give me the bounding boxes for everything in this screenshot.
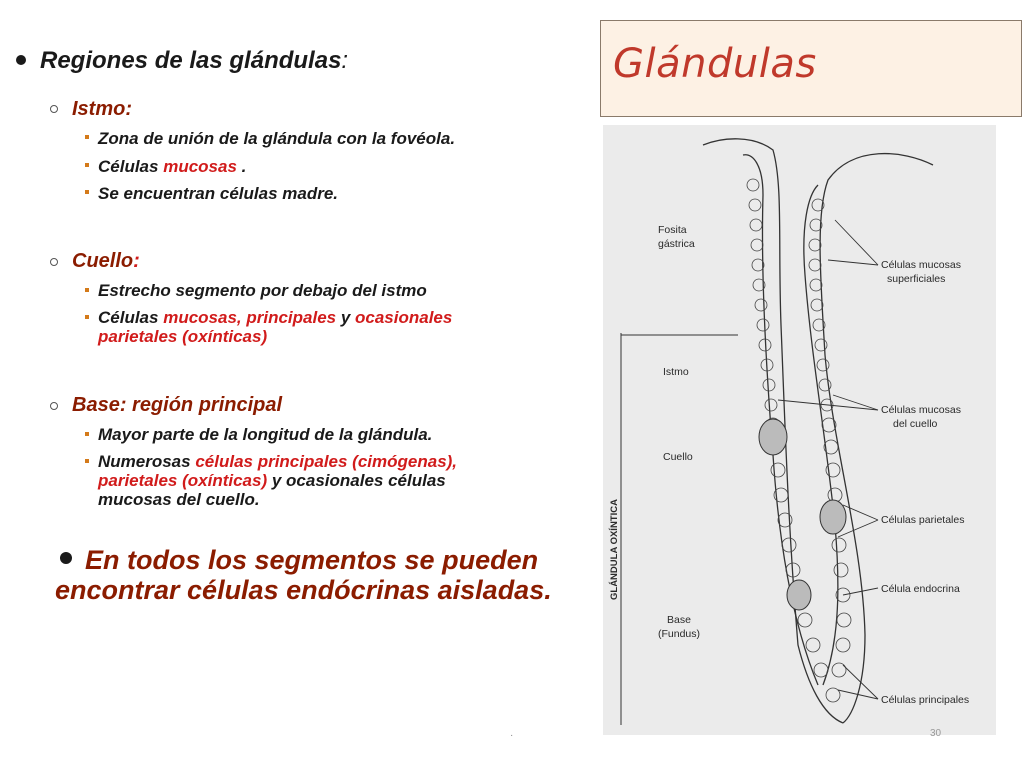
text-part-red: ocasionales: [355, 308, 453, 327]
text-part: mucosas del cuello.: [98, 490, 260, 509]
base-item-1: Mayor parte de la longitud de la glándula.: [98, 425, 433, 444]
summary-line-1: En todos los segmentos se pueden: [85, 545, 539, 575]
cuello-text: Cuello: [72, 250, 134, 272]
heading-colon: :: [341, 47, 349, 74]
label-mucosas-sup-1: Células mucosas: [881, 259, 961, 271]
item-bullet: [85, 135, 89, 139]
label-istmo: Istmo: [663, 366, 689, 378]
gastric-gland-figure: [603, 125, 996, 735]
text-part: y: [336, 308, 356, 327]
text-part: .: [236, 157, 247, 176]
istmo-item-1: Zona de unión de la glándula con la fovéola.: [98, 129, 456, 148]
figure-background: [603, 125, 996, 735]
label-vertical: GLÁNDULA OXÍNTICA: [609, 499, 620, 600]
label-fosita-1: Fosita: [658, 224, 687, 236]
label-endocrina: Célula endocrina: [881, 583, 960, 595]
item-bullet: [85, 315, 89, 319]
label-cuello: [72, 250, 140, 273]
label-base: Base: región principal: [72, 394, 283, 416]
label-mucosas-cuello-2: del cuello: [893, 418, 938, 430]
bullet-dot: [16, 55, 26, 65]
label-parietales: Células parietales: [881, 514, 965, 526]
page-number: 30: [930, 728, 942, 739]
text-part-red: células principales (cimógenas),: [195, 452, 458, 471]
text-part: y ocasionales células: [267, 471, 446, 490]
item-bullet: [85, 432, 89, 436]
text-part-red: mucosas: [163, 157, 237, 176]
heading-regiones: [40, 47, 348, 75]
cuello-colon: :: [133, 250, 140, 272]
gland-diagram: [603, 125, 996, 735]
istmo-item-3: Se encuentran células madre.: [98, 184, 338, 203]
cuello-item-1: Estrecho segmento por debajo del istmo: [98, 281, 427, 300]
sub-bullet-ring: [50, 105, 58, 113]
label-cuello: Cuello: [663, 451, 693, 463]
title-box: [600, 20, 1022, 117]
footer-dot: ·: [510, 730, 514, 741]
label-fosita-2: gástrica: [658, 238, 695, 250]
label-principales: Células principales: [881, 694, 970, 706]
text-part: Células: [98, 157, 164, 176]
label-mucosas-sup-2: superficiales: [887, 273, 946, 285]
sub-bullet-ring: [50, 258, 58, 266]
istmo-item-2: [98, 157, 578, 176]
label-istmo: Istmo:: [72, 98, 132, 120]
text-part: Numerosas: [98, 452, 196, 471]
item-bullet: [85, 288, 89, 292]
cuello-item-2: [98, 308, 578, 346]
slide-title: Glándulas: [613, 41, 817, 87]
text-part-red: parietales (oxínticas): [98, 471, 268, 490]
base-item-2: [98, 452, 588, 509]
sub-bullet-ring: [50, 402, 58, 410]
text-part-red: parietales (oxínticas): [98, 327, 268, 346]
label-base-1: Base: [667, 614, 691, 626]
item-bullet: [85, 190, 89, 194]
heading-text: Regiones de las glándulas: [40, 47, 342, 74]
label-mucosas-cuello-1: Células mucosas: [881, 404, 961, 416]
text-part: Células: [98, 308, 164, 327]
label-base-2: (Fundus): [658, 628, 701, 640]
item-bullet: [85, 163, 89, 167]
text-part-red: mucosas, principales: [163, 308, 337, 327]
summary-text: [55, 545, 615, 605]
summary-line-2: encontrar células endócrinas aisladas.: [55, 575, 552, 605]
item-bullet: [85, 459, 89, 463]
